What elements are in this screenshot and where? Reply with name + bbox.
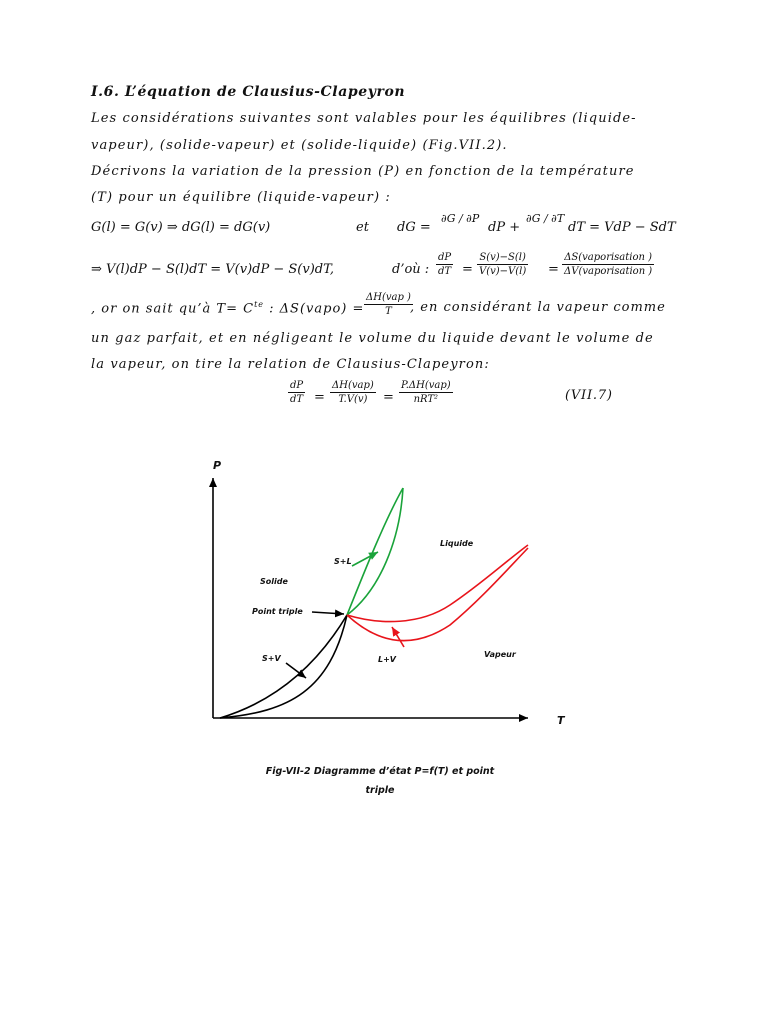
label-vapeur: Vapeur [484,650,516,659]
label-liquide: Liquide [440,539,474,548]
equation-line-3-text: , or on sait qu’à T= C [91,301,255,317]
section-heading: I.6. L’équation de Clausius-Clapeyron [91,84,406,100]
partial-g-t: ∂G / ∂T [526,212,565,225]
fraction-denominator: T.V(v) [338,394,368,405]
cc-fraction-dp-dt [288,380,305,405]
fraction-entropy-volume [477,252,528,277]
fraction-denominator: dT [438,266,452,277]
fraction-numerator: P.ΔH(vap) [401,380,451,391]
fraction-dh-over-t [364,292,413,317]
superscript-te: te [254,300,265,309]
fraction-numerator: ΔH(vap ) [366,292,411,303]
fraction-numerator: ΔH(vap) [332,380,374,391]
fraction-dp-dt [436,252,453,277]
equation-line-3-left [91,300,364,316]
paragraph-line-1: Les considérations suivantes sont valables pour les équilibres (liquide- [91,111,637,126]
equation-line-2: ⇒ V(l)dP − S(l)dT = V(v)dP − S(v)dT, [91,262,335,277]
label-l-v: L+V [378,655,396,664]
fraction-numerator: ΔS(vaporisation ) [562,252,654,265]
fraction-numerator: dP [438,252,452,263]
solid-vapor-curve-upper [220,615,347,718]
label-point-triple: Point triple [252,607,303,616]
arrow-sl [352,552,378,566]
equals-sign: = [383,390,394,405]
figure-caption-line-2: triple [365,785,395,796]
liquid-vapor-curve-upper [347,545,528,622]
equation-gibbs-right: dT = VdP − SdT [568,220,676,235]
fraction-vaporisation [562,252,654,277]
figure-caption-line-1: Fig-VII-2 Diagramme d’état P=f(T) et point [265,766,495,777]
equals-sign: = [314,390,325,405]
arrow-pt [312,612,344,614]
paragraph-line-3: Décrivons la variation de la pression (P) en fonction de la température [91,164,635,179]
equals-sign: = [548,262,559,277]
paragraph-line-2: vapeur), (solide-vapeur) et (solide-liquide) (Fig.VII.2). [91,138,508,153]
equation-line-3-right: , en considérant la vapeur comme [410,300,666,315]
solid-liquid-curve-right [347,488,403,615]
axis-label-p: P [213,459,222,472]
axis-label-t: T [557,714,565,727]
fraction-denominator: V(v)−V(l) [479,266,527,277]
cc-fraction-pdh-nrt [399,380,453,405]
equation-dp: dP + [488,220,521,235]
partial-g-p: ∂G / ∂P [441,212,480,225]
equation-number: (VII.7) [565,388,613,403]
cc-fraction-dh-tv [330,380,376,405]
equation-dg: dG = [397,220,431,235]
paragraph-line-4: (T) pour un équilibre (liquide-vapeur) : [91,190,391,205]
equals-sign: = [462,262,473,277]
label-solide: Solide [260,577,288,586]
equation-dou: d’où : [392,262,430,277]
liquid-vapor-curve-lower [347,548,528,641]
fraction-denominator: nRT² [413,394,439,405]
label-s-l: S+L [334,557,352,566]
fraction-numerator: S(v)−S(l) [477,252,528,265]
fraction-denominator: ΔV(vaporisation ) [564,266,653,277]
fraction-denominator: T [385,306,392,317]
equation-et: et [356,220,369,235]
label-s-v: S+V [262,654,281,663]
fraction-numerator: dP [290,380,304,391]
arrow-lv [392,627,404,647]
fraction-denominator: dT [290,394,304,405]
solid-vapor-curve-lower [220,615,347,718]
arrow-sv [286,663,306,678]
equation-gibbs-left: G(l) = G(v) ⇒ dG(l) = dG(v) [91,220,271,235]
paragraph-line-6: la vapeur, on tire la relation de Clausius-Clapeyron: [91,357,490,372]
solid-liquid-curve-left [347,488,403,615]
paragraph-line-5: un gaz parfait, et en négligeant le volume du liquide devant le volume de [91,331,654,346]
delta-s-text: : ΔS(vapo) = [264,301,365,317]
